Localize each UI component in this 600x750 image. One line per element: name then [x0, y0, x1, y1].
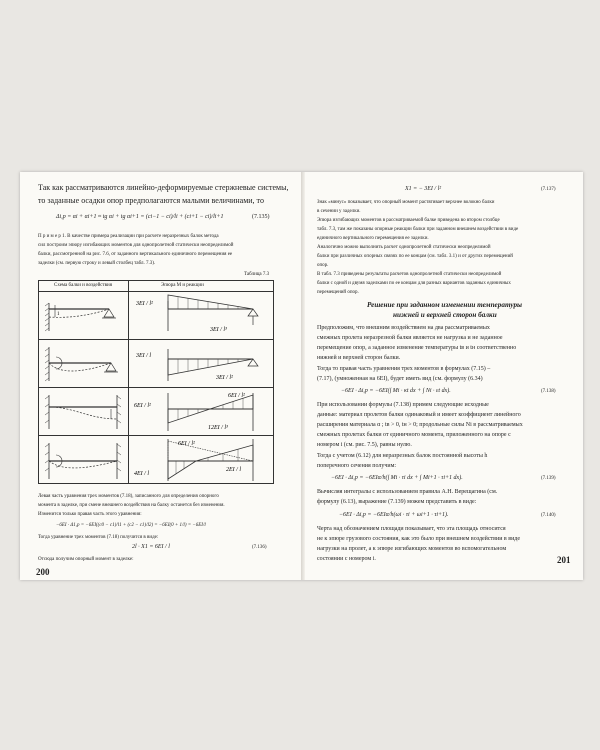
paragraph-line: Знак «минус» показывает, что опорный момент растягивает верхнее волокно балки [317, 200, 495, 205]
equation-7-140: −6EI · Δi,p = −6EIα/h(ωi · τi + ωi+1 · τi+1). [339, 512, 449, 518]
paragraph-line: Тогда с учетом (6.12) для неразрезных балок постоянной высоты h [317, 453, 488, 459]
equation-number: (7.137) [541, 187, 556, 192]
table-header-diagram: Эпюра M и реакции [161, 283, 204, 288]
paragraph-line: Черта над обозначением площади показывает, что эта площадь относится [317, 526, 506, 532]
equation-7-135: Δi,p = αi + αi+1 ≈ tg αi + tg αi+1 = (ci−1 − ci)/li + (ci+1 − ci)/li+1 [56, 214, 224, 220]
paragraph-line: Тогда уравнение трех моментов (7.18) получится в виде: [38, 535, 159, 540]
equation-right-side: −6EI · Δ1,p = −6EI((c0 − c1)/l1 + (c2 − c1)/l2) = −6EI(0 + 1/l) = −6EI/l [56, 523, 206, 528]
equation-number: (7.139) [541, 476, 556, 481]
paragraph-line: При использовании формулы (7.138) примем следующие исходные [317, 402, 489, 408]
paragraph-line: момента в заделке, при смене внешнего воздействия на балку останется без изменения. [38, 503, 225, 508]
diagram-label: 3EI / l³ [210, 327, 227, 333]
paragraph-line: смежных пролета неразрезной балки является не нагрузка и не заданное [317, 335, 503, 341]
paragraph-line: нагрузки на пролет, а к эпюре изгибающих моментов во вспомогательном [317, 546, 507, 552]
paragraph-line: Так как рассматриваются линейно-деформируемые стержневые системы, [38, 183, 289, 192]
moment-diagram-row-3 [128, 387, 275, 435]
paragraph-line: поперечного сечения получим: [317, 463, 397, 469]
example-line: сил построим эпюру изгибающих моментов для однопролетной статически неопределимой [38, 243, 234, 248]
paragraph-line: балки с одной и двумя заделками по ее концам для разных вариантов заданных единичных [317, 281, 511, 286]
paragraph-line: данные: материал пролетов балки одинаковый и имеет коэффициент линейного [317, 412, 521, 418]
diagram-label: 6EI / l² [228, 393, 245, 399]
diagram-label: 3EI / l² [136, 301, 153, 307]
paragraph-line: формулу (6.13), выражение (7.139) можем представить в виде: [317, 499, 477, 505]
paragraph-line: нижней и верхней сторон балки. [317, 355, 401, 361]
paragraph-line: опор. [317, 263, 329, 268]
section-heading: Решение при заданном изменении температуры [367, 301, 523, 309]
paragraph-line: балки при различных опорных связях по ее концам (см. табл. 3.1) и от других перемещений [317, 254, 513, 259]
paragraph-line: расширения материала α ; tв > 0, tн > 0; продольные силы Ni в рассматриваемых [317, 422, 523, 428]
right-page [305, 172, 583, 580]
paragraph-line: смежных пролетах балки от единичного момента, приложенного на опоре с [317, 432, 511, 438]
diagram-label: 6EI / l² [134, 403, 151, 409]
paragraph-line: единичного вертикального перемещения ее заделки. [317, 236, 429, 241]
svg-text:1: 1 [57, 312, 60, 317]
paragraph-line: в сечении у заделки. [317, 209, 361, 214]
page-number-left: 200 [36, 567, 50, 577]
paragraph-line: Предположим, что внешним воздействием на два рассматриваемых [317, 325, 490, 331]
equation-7-138: −6EI · Δi,p = −6EI(∫ Mi · κt dx + ∫ Ni · εt dx). [341, 388, 451, 394]
equation-7-137: X1 = − 3EI / l² [405, 186, 442, 192]
equation-number: (7.140) [541, 513, 556, 518]
scheme-row-4 [39, 435, 128, 485]
paragraph-line: Отсюда получим опорный момент в заделке: [38, 557, 134, 562]
diagram-label: 6EI / l² [178, 441, 195, 447]
diagram-label: 3EI / l [136, 353, 151, 359]
equation-7-139: −6EI · Δi,p = −6EIα/h(∫ Mi · τi dx + ∫ Mi+1 · τi+1 dx). [331, 475, 463, 481]
moment-diagram-row-1 [128, 291, 275, 339]
moment-diagram-row-4 [128, 435, 275, 485]
paragraph-line: Изменится только правая часть этого уравнения: [38, 512, 142, 517]
paragraph-line: В табл. 7.3 приведены результаты расчетов однопролетной статически неопределимой [317, 272, 502, 277]
equation-number: (7.135) [252, 214, 270, 220]
scheme-row-3 [39, 387, 128, 435]
paragraph-line: Эпюра изгибающих моментов в рассматриваемой балке приведена во втором столбце [317, 218, 500, 223]
paragraph-line: табл. 7.3, там же показаны опорные реакции балки при заданном внешнем воздействии в виде [317, 227, 519, 232]
paragraph-line: Аналогично можно выполнить расчет однопролетной статически неопределимой [317, 245, 491, 250]
diagram-label: 12EI / l³ [208, 425, 228, 431]
paragraph-line: номером i (см. рис. 7.5), равны нулю. [317, 442, 412, 448]
section-heading: нижней и верхней сторон балки [393, 311, 497, 319]
paragraph-line: перемещений опор. [317, 290, 359, 295]
diagram-label: 3EI / l² [216, 375, 233, 381]
scheme-row-2 [39, 339, 128, 387]
example-line: П р и м е р 1. В качестве примера реализации при расчете неразрезных балок метода [38, 234, 219, 239]
paragraph-line: Вычисляя интегралы с использованием правила А.Н. Верещагина (см. [317, 489, 498, 495]
diagram-label: 2EI / l [226, 467, 241, 473]
paragraph-line: состоянии с номером i. [317, 556, 376, 562]
page-number-right: 201 [557, 555, 571, 565]
table-header-scheme: Схема балки и воздействия [54, 283, 113, 288]
example-line: заделки (см. первую строку и левый столбец табл. 7.3). [38, 261, 156, 266]
paragraph-line: не к эпюре грузового состояния, как это было при внешнем воздействии в виде [317, 536, 521, 542]
equation-number: (7.138) [541, 389, 556, 394]
example-line: балки, рассмотренной на рис. 7.6, от заданного вертикального единичного перемещения ее [38, 252, 233, 257]
paragraph-line: (7.17), (умноженная на 6EI), будет иметь вид (см. формулу (6.34) [317, 376, 483, 382]
paragraph-line: то заданные осадки опор предполагаются малыми величинами, то [38, 196, 264, 205]
book-spread [20, 172, 583, 580]
left-page [20, 172, 301, 580]
scheme-row-1 [39, 291, 128, 339]
table-caption: Таблица 7.3 [244, 272, 270, 277]
diagram-label: 4EI / l [134, 471, 149, 477]
equation-7-136: 2l · X1 = 6EI / l [132, 544, 170, 550]
paragraph-line: Левая часть уравнения трех моментов (7.18), записанного для определения опорного [38, 494, 219, 499]
paragraph-line: Тогда то правая часть уравнения трех моментов в формулах (7.15) – [317, 366, 491, 372]
table-7-3 [38, 280, 274, 484]
moment-diagram-row-2 [128, 339, 275, 387]
paragraph-line: перемещение опор, а заданное изменение температуры tв и tн соответственно [317, 345, 517, 351]
equation-number: (7.136) [252, 545, 267, 550]
